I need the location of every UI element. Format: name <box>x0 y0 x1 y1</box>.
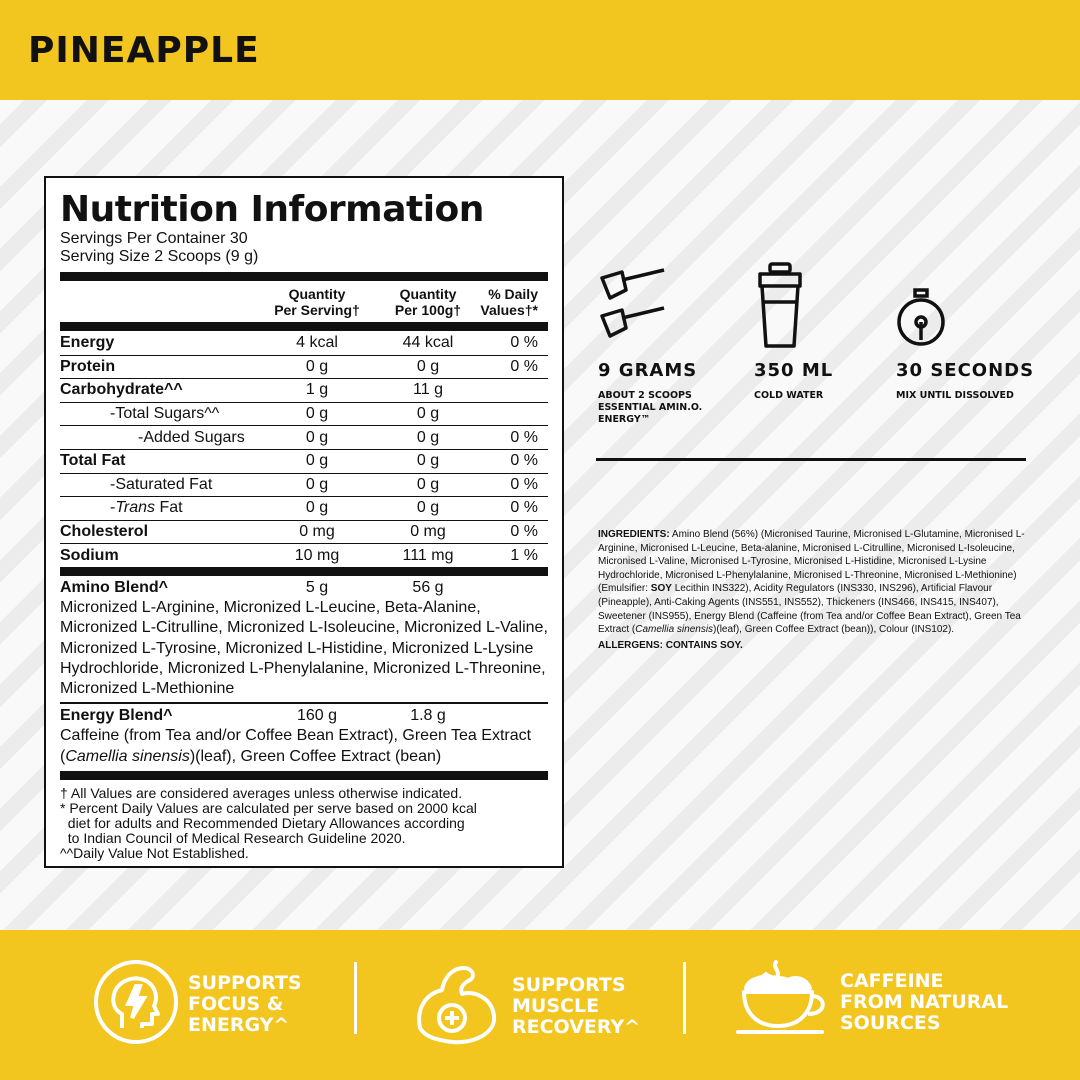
usage-desc: ABOUT 2 SCOOPS ESSENTIAL AMIN.O. ENERGY™ <box>598 390 703 425</box>
benefit-line: SOURCES <box>840 1012 941 1034</box>
nutrient-row-protein <box>60 355 548 379</box>
nutrient-row-total-sugars <box>60 402 548 426</box>
divider <box>354 962 357 1034</box>
per-serving-value: 0 g <box>305 452 329 470</box>
flavor-title: PINEAPPLE <box>28 30 260 71</box>
ingredients-italic: Camellia sinensis <box>635 624 714 636</box>
per-serving-value: 0 g <box>305 405 329 423</box>
nutrition-title: Nutrition Information <box>60 189 484 230</box>
energy-text-italic: Camellia sinensis <box>65 747 190 765</box>
daily-value: 0 % <box>510 357 538 375</box>
amino-blend-serving: 5 g <box>305 578 329 596</box>
header-per-serving-2: Per Serving† <box>274 302 360 318</box>
nutrient-row-total-fat <box>60 449 548 473</box>
divider <box>596 458 1026 461</box>
header-dv-2: Values†* <box>480 302 538 318</box>
daily-value: 0 % <box>510 428 538 446</box>
per-100g-value: 0 g <box>416 428 440 446</box>
shaker-bottle-icon <box>754 258 874 348</box>
per-serving-value: 1 g <box>305 381 329 399</box>
header-dv-1: % Daily <box>488 286 538 302</box>
benefit-text <box>840 971 1010 1034</box>
benefit-line: SUPPORTS <box>512 974 626 996</box>
top-banner <box>0 0 1080 100</box>
usage-water <box>754 258 874 402</box>
flexed-arm-icon <box>412 958 504 1055</box>
amino-blend-per100: 56 g <box>412 578 444 596</box>
coffee-cup-icon <box>736 958 832 1047</box>
ingredients-part-c: )(leaf), Green Coffee Extract (bean)), Colour (INS102). <box>713 624 955 636</box>
nutrient-row-cholesterol <box>60 520 548 544</box>
amino-blend-header <box>60 576 548 598</box>
divider <box>60 322 548 331</box>
per-serving-value: 10 mg <box>294 546 340 564</box>
nutrition-panel <box>44 176 564 868</box>
footnote: ^^Daily Value Not Established. <box>60 845 249 862</box>
servings-per-container: Servings Per Container 30 <box>60 230 248 247</box>
energy-blend-name: Energy Blend^ <box>60 707 173 725</box>
divider <box>60 272 548 281</box>
nutrient-row-carbohydrate <box>60 378 548 402</box>
benefit-line: SUPPORTS <box>188 972 302 994</box>
per-serving-value: 0 mg <box>299 523 335 541</box>
header-per-serving-1: Quantity <box>288 286 346 302</box>
nutrient-name <box>60 497 258 519</box>
nutrient-name: Energy <box>60 333 115 351</box>
allergens-text: ALLERGENS: CONTAINS SOY. <box>598 639 743 651</box>
header-per-100g-2: Per 100g† <box>394 302 462 318</box>
usage-time <box>896 258 1036 402</box>
benefits-banner <box>0 930 1080 1080</box>
nutrient-name: Carbohydrate^^ <box>60 381 183 399</box>
nutrient-row-saturated-fat <box>60 473 548 497</box>
nutrient-name: -Added Sugars <box>138 428 245 446</box>
per-100g-value: 0 g <box>416 405 440 423</box>
divider <box>60 771 548 780</box>
usage-desc: COLD WATER <box>754 390 824 401</box>
benefit-muscle <box>412 958 682 1055</box>
usage-scoops <box>598 258 738 426</box>
ingredients-block <box>598 528 1030 652</box>
energy-blend-text <box>60 726 548 767</box>
ingredients-soy: SOY <box>650 583 672 595</box>
ingredients-part-a: Amino Blend (56%) (Micronised Taurine, Micronised L-Glutamine, Micronised L-Arginine, Micronised L-Leucine, Beta-alanine, Micronised L-Citrulline, Micronised L-Isoleucine, Micronised L-Valine, Micronised L-Tyrosine, Micronised L-Histidine, Micronised L-Lysine Hydrochloride, Micronised L-Phenylalanine, Micronised L-Threonine, Micronised L-Methionine)(Emulsifier: <box>598 529 1025 595</box>
per-100g-value: 11 g <box>413 381 443 399</box>
trans-prefix: - <box>110 499 116 517</box>
nutrient-name: Sodium <box>60 546 119 564</box>
benefit-text <box>512 975 682 1038</box>
benefit-text <box>188 973 358 1036</box>
usage-desc: MIX UNTIL DISSOLVED <box>896 390 1014 401</box>
daily-value: 0 % <box>510 523 538 541</box>
daily-value: 0 % <box>510 452 538 470</box>
nutrient-name: -Total Sugars^^ <box>110 405 220 423</box>
benefit-line: MUSCLE <box>512 995 600 1017</box>
trans-suffix: Fat <box>155 499 183 517</box>
serving-size: Serving Size 2 Scoops (9 g) <box>60 248 259 265</box>
benefit-focus <box>92 958 358 1051</box>
per-serving-value: 0 g <box>305 499 329 517</box>
energy-blend-per100: 1.8 g <box>410 707 446 725</box>
energy-text-a: Caffeine (from Tea and/or Coffee Bean Extract), Green Tea Extract ( <box>60 727 532 765</box>
divider <box>683 962 686 1034</box>
per-serving-value: 0 g <box>305 428 329 446</box>
ingredients-text <box>598 528 1030 637</box>
energy-blend-serving: 160 g <box>296 707 338 725</box>
nutrient-name: Protein <box>60 357 116 375</box>
nutrient-row-sodium <box>60 543 548 567</box>
benefit-line: CAFFEINE <box>840 970 944 992</box>
usage-value: 350 ML <box>754 360 834 381</box>
per-serving-value: 0 g <box>305 475 329 493</box>
per-100g-value: 0 g <box>416 357 440 375</box>
timer-icon <box>896 258 1036 348</box>
per-serving-value: 0 g <box>305 357 329 375</box>
footnotes <box>60 780 548 861</box>
footnote: † All Values are considered averages unless otherwise indicated. <box>60 785 463 802</box>
amino-blend-name: Amino Blend^ <box>60 578 169 596</box>
daily-value: 0 % <box>510 499 538 517</box>
footnote: to Indian Council of Medical Research Guideline 2020. <box>60 830 406 847</box>
nutrient-row-trans-fat <box>60 496 548 520</box>
per-100g-value: 0 g <box>416 475 440 493</box>
energy-text-b: )(leaf), Green Coffee Extract (bean) <box>189 747 442 765</box>
daily-value: 0 % <box>510 475 538 493</box>
nutrient-row-added-sugars <box>60 425 548 449</box>
usage-value: 9 GRAMS <box>598 360 698 381</box>
nutrient-name: Cholesterol <box>60 523 149 541</box>
per-100g-value: 0 mg <box>410 523 446 541</box>
per-serving-value: 4 kcal <box>296 333 338 351</box>
benefit-line: ENERGY^ <box>188 1014 290 1036</box>
usage-value: 30 SECONDS <box>896 360 1035 381</box>
amino-blend-text: Micronized L-Arginine, Micronized L-Leucine, Beta-Alanine, Micronized L-Citrulline, Micronized L-Isoleucine, Micronized L-Valine, Micronized L-Tyrosine, Micronized L-Histidine, Micronized L-Lysine Hydrochloride, Micronized L-Phenylalanine, Micronized L-Threonine, Micronized L-Methionine <box>60 598 548 698</box>
per-100g-value: 44 kcal <box>402 333 454 351</box>
footnote: diet for adults and Recommended Dietary Allowances according <box>60 815 465 832</box>
footnote: * Percent Daily Values are calculated per serve based on 2000 kcal <box>60 800 477 817</box>
divider <box>60 567 548 576</box>
scoops-icon <box>598 258 738 348</box>
per-100g-value: 0 g <box>416 499 440 517</box>
per-100g-value: 111 mg <box>402 546 454 564</box>
benefit-line: RECOVERY^ <box>512 1016 641 1038</box>
ingredients-label: INGREDIENTS: <box>598 529 670 540</box>
daily-value: 0 % <box>510 333 538 351</box>
benefit-line: FROM NATURAL <box>840 991 1009 1013</box>
ingredients-part-b: Lecithin INS322), Acidity Regulators (INS330, INS296), Artificial Flavour (Pineapple), Anti-Caking Agents (INS551, INS552), Thickeners (INS466, INS415, INS407), Sweetener (INS955), Energy Blend (Caffeine (from Tea and/or Coffee Bean Extract), Green Tea Extract ( <box>598 583 1021 636</box>
trans-italic: Trans <box>115 499 156 517</box>
nutrient-name: -Saturated Fat <box>110 475 213 493</box>
header-per-100g-1: Quantity <box>399 286 457 302</box>
benefit-line: FOCUS & <box>188 993 284 1015</box>
energy-blend-header <box>60 704 548 726</box>
column-headers <box>60 281 548 322</box>
per-100g-value: 0 g <box>416 452 440 470</box>
nutrient-name: Total Fat <box>60 452 126 470</box>
benefit-caffeine <box>736 958 1010 1047</box>
lightning-head-icon <box>92 958 180 1051</box>
daily-value: 1 % <box>510 546 538 564</box>
nutrient-row-energy <box>60 331 548 355</box>
